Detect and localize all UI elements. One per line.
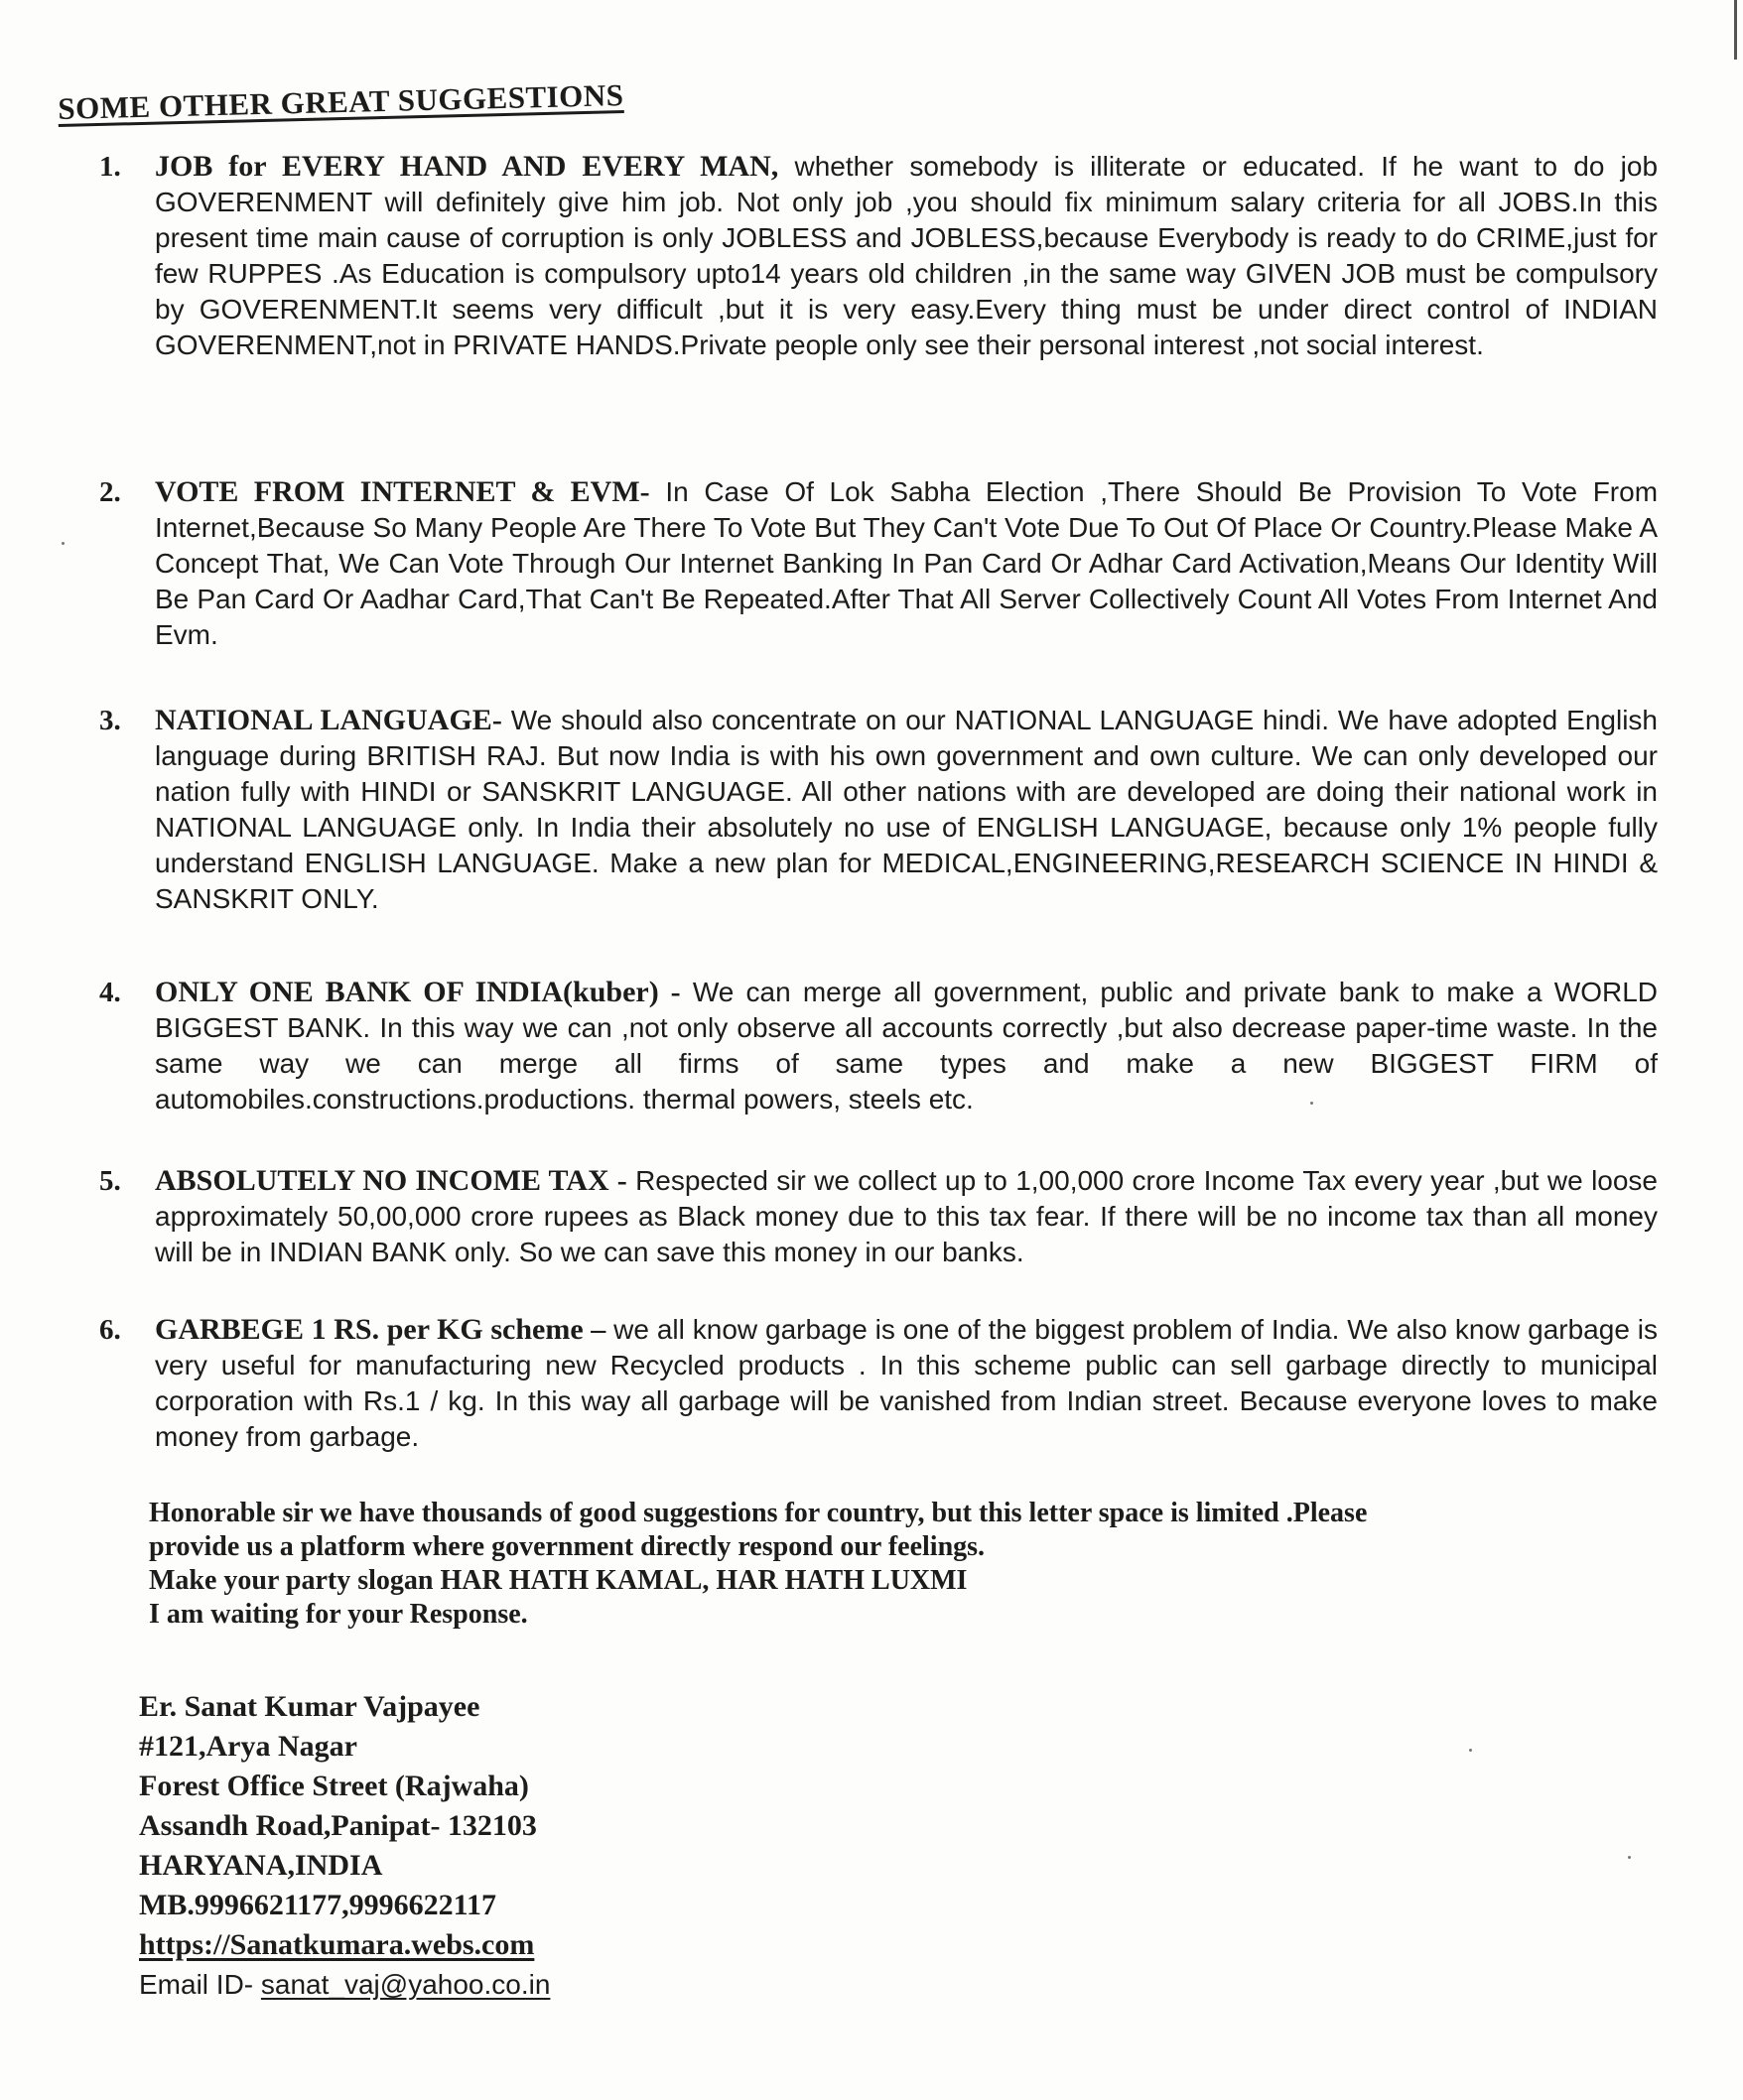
scan-edge-mark (1734, 0, 1737, 60)
suggestion-body (155, 474, 1658, 653)
sender-mobile: MB.9996621177,9996622117 (139, 1889, 497, 1921)
closing-line: I am waiting for your Response. (149, 1599, 528, 1630)
closing-line: provide us a platform where government directly respond our feelings. (149, 1531, 986, 1562)
sender-email-row (139, 1965, 550, 2005)
closing-line: Make your party slogan HAR HATH KAMAL, HAR HATH LUXMI (149, 1565, 968, 1596)
sender-name: Er. Sanat Kumar Vajpayee (139, 1690, 480, 1723)
suggestion-text: Respected sir we collect up to 1,00,000 crore Income Tax every year ,but we loose approximately 50,00,000 crore rupees as Black money due to this tax fear. If there will be no income tax than all money will be in INDIAN BANK only. So we can save this money in our banks. (155, 1165, 1659, 1267)
sender-address-line: #121,Arya Nagar (139, 1730, 357, 1763)
suggestion-item-5 (99, 1163, 1658, 1270)
sender-website-link[interactable]: https://Sanatkumara.webs.com (139, 1928, 535, 1961)
suggestion-heading: ONLY ONE BANK OF INDIA(kuber) - (155, 976, 681, 1008)
suggestion-text: we all know garbage is one of the biggest problem of India. We also know garbage is very useful for manufacturing new Recycled products . In this scheme public can sell garbage directly to municipal corporation with Rs.1 / kg. In this way all garbage will be vanished from Indian street. Because everyone loves to make money from garbage. (155, 1314, 1659, 1452)
suggestion-item-3 (99, 703, 1658, 917)
suggestion-item-6 (99, 1312, 1658, 1455)
suggestion-body (155, 975, 1658, 1117)
suggestion-heading: JOB for EVERY HAND AND EVERY MAN, (155, 150, 779, 183)
scan-speck (1628, 1856, 1631, 1859)
suggestion-item-4 (99, 975, 1658, 1117)
suggestion-heading: VOTE FROM INTERNET & EVM- (155, 475, 650, 508)
document-title: SOME OTHER GREAT SUGGESTIONS (58, 77, 624, 126)
suggestion-item-1 (99, 149, 1658, 363)
suggestion-text: In Case Of Lok Sabha Election ,There Should Be Provision To Vote From Internet,Because So Many People Are There To Vote But They Can't Vote Due To Out Of Place Or Country.Please Make A Concept That, We Can Vote Through Our Internet Banking In Pan Card Or Adhar Card Activation,Means Our Identity Will Be Pan Card Or Aadhar Card,That Can't Be Repeated.After That All Server Collectively Count All Votes From Internet And Evm. (155, 476, 1659, 650)
closing-line: Honorable sir we have thousands of good suggestions for country, but this letter space is limited .Please (149, 1498, 1368, 1528)
suggestion-number: 2. (99, 476, 121, 508)
suggestion-body (155, 1312, 1658, 1455)
sender-state: HARYANA,INDIA (139, 1849, 383, 1882)
suggestion-body (155, 703, 1658, 917)
suggestion-text: We can merge all government, public and private bank to make a WORLD BIGGEST BANK. In this way we can ,not only observe all accounts correctly ,but also decrease paper-time waste. In the same way we can merge all firms of same types and make a new BIGGEST FIRM of automobiles.constructions.productions. thermal powers, steels etc. (155, 977, 1659, 1115)
suggestion-heading: NATIONAL LANGUAGE- (155, 704, 502, 736)
suggestion-heading: GARBEGE 1 RS. per KG scheme – (155, 1313, 606, 1346)
suggestion-number: 1. (99, 151, 121, 183)
suggestion-number: 4. (99, 977, 121, 1008)
scan-speck (1310, 1102, 1313, 1105)
suggestion-number: 6. (99, 1314, 121, 1346)
suggestion-body (155, 149, 1658, 363)
signature-block (139, 1687, 550, 2005)
closing-paragraph (149, 1497, 1638, 1632)
email-label: Email ID- (139, 1969, 254, 2000)
suggestion-text: whether somebody is illiterate or educated. If he want to do job GOVERENMENT will definitely give him job. Not only job ,you should fix minimum salary criteria for all JOBS.In this present time main cause of corruption is only JOBLESS and JOBLESS,because Everybody is ready to do CRIME,just for few RUPPES .As Education is compulsory upto14 years old children ,in the same way GIVEN JOB must be compulsory by GOVERENMENT.It seems very difficult ,but it is very easy.Every thing must be under direct control of INDIAN GOVERENMENT,not in PRIVATE HANDS.Private people only see their personal interest ,not social interest. (155, 151, 1659, 360)
suggestion-number: 5. (99, 1165, 121, 1197)
sender-address-line: Forest Office Street (Rajwaha) (139, 1770, 529, 1802)
suggestion-text: We should also concentrate on our NATIONAL LANGUAGE hindi. We have adopted English language during BRITISH RAJ. But now India is with his own government and own culture. We can only developed our nation fully with HINDI or SANSKRIT LANGUAGE. All other nations with are developed are doing their national work in NATIONAL LANGUAGE only. In India their absolutely no use of ENGLISH LANGUAGE, because only 1% people fully understand ENGLISH LANGUAGE. Make a new plan for MEDICAL,ENGINEERING,RESEARCH SCIENCE IN HINDI & SANSKRIT ONLY. (155, 705, 1658, 914)
suggestion-body (155, 1163, 1658, 1270)
suggestion-heading: ABSOLUTELY NO INCOME TAX - (155, 1164, 627, 1197)
suggestion-number: 3. (99, 705, 121, 736)
sender-email-link[interactable]: sanat_vaj@yahoo.co.in (260, 1969, 551, 2000)
scan-speck (62, 542, 65, 545)
sender-address-line: Assandh Road,Panipat- 132103 (139, 1809, 537, 1842)
suggestion-item-2 (99, 474, 1658, 653)
scan-speck (1469, 1749, 1472, 1752)
